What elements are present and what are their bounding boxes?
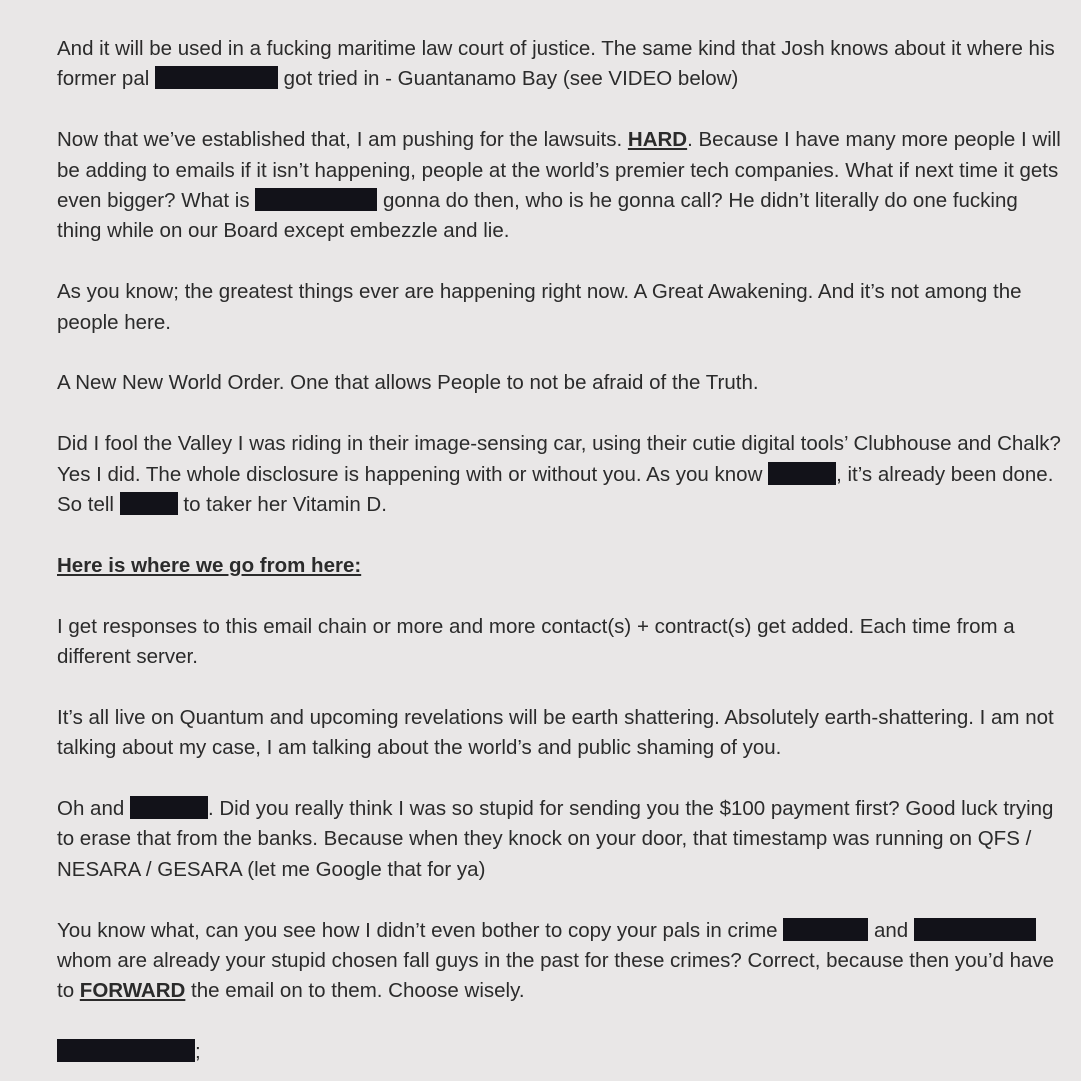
paragraph-lawsuits (57, 125, 1061, 247)
redaction-box (783, 918, 868, 941)
paragraph-valley (57, 429, 1061, 520)
paragraph-text: got tried in - Guantanamo Bay (see VIDEO below) (277, 67, 739, 91)
paragraph-text: , it’s already been done. So tell (57, 462, 1054, 517)
signoff-suffix: ; (195, 1040, 201, 1064)
paragraph-text: whom are already your stupid chosen fall guys in the past for these crimes? Correct, because then you’d have to (57, 949, 1055, 1003)
redaction-box (914, 918, 970, 941)
paragraph-text: You know what, can you see how I didn’t even bother to copy your pals in crime (57, 918, 784, 942)
paragraph-text: Did I fool the Valley I was riding in their image-sensing car, using their cutie digital tools’ Clubhouse and Chalk? Yes I did. The whole disclosure is happening with or without you. As you know (57, 432, 1061, 486)
paragraph-text: to taker her Vitamin D. (177, 493, 387, 517)
emphasis-hard: HARD (627, 128, 688, 152)
signoff (57, 1037, 1061, 1067)
paragraph-text: gonna do then, who is he gonna call? He didn’t literally do one fucking thing while on our Board except embezzle and lie. (57, 189, 1018, 243)
paragraph-responses: I get responses to this email chain or more and more contact(s) + contract(s) get added. Each time from a different server. (57, 614, 1015, 669)
emphasis-forward: FORWARD (79, 979, 186, 1003)
section-heading: Here is where we go from here: (57, 553, 362, 577)
redaction-box (130, 796, 208, 819)
paragraph-text: And it will be used in a fucking maritime law court of justice. The same kind that Josh knows about it where his former pal (57, 37, 1055, 91)
paragraph-text: the email on to them. Choose wisely. (185, 979, 525, 1003)
paragraph-pals-in-crime (57, 916, 1061, 1007)
paragraph-quantum: It’s all live on Quantum and upcoming revelations will be earth shattering. Absolutely earth-shattering. I am not talking about my case, I am talking about the world’s and public shaming of you. (57, 705, 1054, 760)
paragraph-payment (57, 794, 1061, 885)
paragraph-text: Oh and (57, 797, 130, 821)
redaction-box (970, 918, 1036, 941)
paragraph-great-awakening: As you know; the greatest things ever are happening right now. A Great Awakening. And it’s not among the people here. (57, 280, 1022, 334)
redaction-box (768, 462, 836, 485)
paragraph-maritime-court (57, 34, 1061, 95)
redaction-box (57, 1039, 195, 1062)
paragraph-new-world-order: A New New World Order. One that allows People to not be afraid of the Truth. (57, 371, 759, 395)
redaction-box (255, 188, 377, 211)
paragraph-text: . Did you really think I was so stupid for sending you the $100 payment first? Good luck trying to erase that from the banks. Because when they knock on your door, that timestamp was running on QFS / NESARA / GESARA (let me Google that for ya) (57, 797, 1054, 881)
redaction-box (155, 66, 278, 89)
redaction-box (120, 492, 178, 515)
paragraph-text: . Because I have many more people I will be adding to emails if it isn’t happening, people at the world’s premier tech companies. What if next time it gets even bigger? What is (57, 128, 1061, 213)
paragraph-text: and (868, 918, 914, 942)
paragraph-text: Now that we’ve established that, I am pushing for the lawsuits. (57, 128, 628, 152)
